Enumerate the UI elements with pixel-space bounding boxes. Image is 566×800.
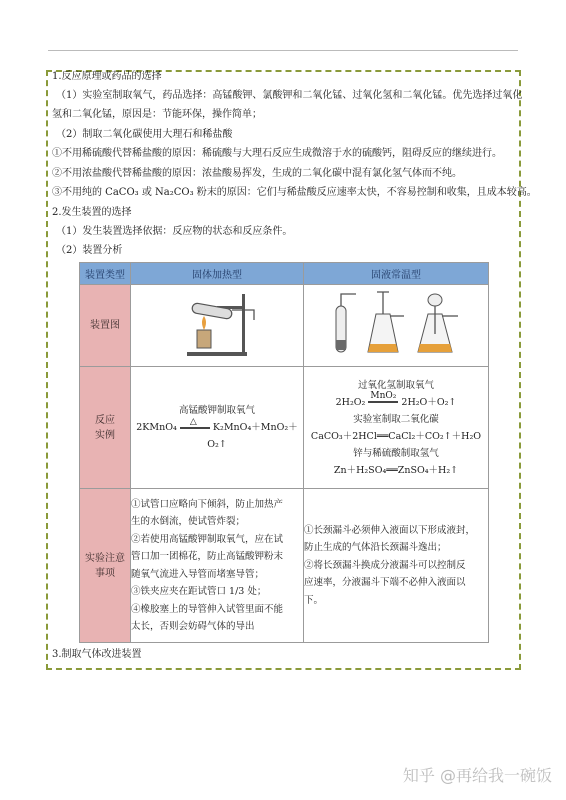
apparatus-table bbox=[79, 262, 489, 643]
row-label-apparatus: 装置图 bbox=[80, 285, 131, 367]
header-type: 装置类型 bbox=[80, 263, 131, 285]
note-line: 生的水倒流，使试管炸裂； bbox=[131, 516, 246, 527]
note-line: 防止生成的气体沿长颈漏斗逸出； bbox=[304, 542, 447, 554]
watermark: 知乎 @再给我一碗饭 bbox=[402, 766, 552, 785]
note-line: ②将长颈漏斗换成分液漏斗可以控制反 bbox=[304, 559, 466, 571]
h2-equation: Zn＋H₂SO₄══ZnSO₄＋H₂↑ bbox=[333, 464, 459, 476]
top-rule bbox=[48, 50, 518, 51]
row-label-notes bbox=[80, 489, 131, 643]
kmno4-eq-right: K₂MnO₄＋MnO₂＋O₂↑ bbox=[207, 422, 298, 450]
header-solid-liquid: 固液常温型 bbox=[304, 263, 489, 285]
note-line: 应速率，分液漏斗下端不必伸入液面以 bbox=[304, 577, 466, 589]
row-label-notes-a: 实验注意 bbox=[85, 552, 125, 564]
section2-p1: （1）发生装置选择依据：反应物的状态和反应条件。 bbox=[56, 226, 293, 237]
kmno4-eq-left: 2KMnO₄ bbox=[136, 422, 177, 433]
solid-heating-apparatus-image bbox=[131, 285, 304, 367]
note-line: ③铁夹应夹在距试管口 1/3 处； bbox=[131, 586, 267, 597]
section3-heading: 3.制取气体改进装置 bbox=[52, 649, 142, 660]
section1-p2: （2）制取二氧化碳使用大理石和稀盐酸 bbox=[56, 129, 233, 140]
section1-heading: 1.反应原理或药品的选择 bbox=[52, 71, 162, 82]
reaction-solid-heating bbox=[131, 367, 304, 489]
section2-p2: （2）装置分析 bbox=[56, 245, 123, 256]
note-line: ④橡胶塞上的导管伸入试管里面不能 bbox=[131, 603, 284, 615]
reason-2: ②不用浓盐酸代替稀盐酸的原因：浓盐酸易挥发，生成的二氧化碳中混有氯化氢气体而不纯。 bbox=[52, 168, 462, 179]
table-row-apparatus bbox=[80, 285, 489, 367]
header-solid-heating: 固体加热型 bbox=[131, 263, 304, 285]
row-label-reaction-a: 反应 bbox=[95, 414, 115, 426]
kmno4-eq-condition: △ bbox=[189, 416, 197, 427]
note-line: ①试管口应略向下倾斜，防止加热产 bbox=[131, 498, 284, 510]
notes-solid-liquid bbox=[304, 489, 489, 643]
reason-3: ③不用纯的 CaCO₃ 或 Na₂CO₃ 粉末的原因：它们与稀盐酸反应速率太快，不容易控制和收集，且成本较高。 bbox=[52, 187, 537, 198]
reaction-solid-liquid bbox=[304, 367, 489, 489]
note-line: 下。 bbox=[304, 594, 324, 606]
h2o2-eq-condition: MnO₂ bbox=[370, 391, 397, 401]
co2-title: 实验室制取二氧化碳 bbox=[353, 413, 439, 425]
kmno4-title: 高锰酸钾制取氧气 bbox=[178, 405, 255, 416]
h2o2-equation bbox=[304, 391, 488, 411]
note-line: ②若使用高锰酸钾制取氧气，应在试 bbox=[131, 533, 284, 545]
section1-p1-line1: （1）实验室制取氧气，药品选择：高锰酸钾、氯酸钾和二氧化锰、过氧化氢和二氧化锰。优先选择过氧化 bbox=[56, 90, 523, 101]
reason-1: ①不用稀硫酸代替稀盐酸的原因：稀硫酸与大理石反应生成微溶于水的硫酸钙，阻碍反应的继续进行。 bbox=[52, 148, 502, 159]
notes-solid-heating bbox=[131, 489, 304, 643]
section1-p1-line2: 氢和二氧化锰，原因是：节能环保，操作简单； bbox=[52, 109, 262, 120]
row-label-reaction-b: 实例 bbox=[95, 429, 115, 441]
table-row-reaction bbox=[80, 367, 489, 489]
note-line: 太长，否则会妨碍气体的导出 bbox=[131, 621, 255, 632]
note-line: ①长颈漏斗必须伸入液面以下形成液封， bbox=[304, 524, 476, 536]
row-label-reaction bbox=[80, 367, 131, 489]
co2-equation: CaCO₃＋2HCl══CaCl₂＋CO₂↑＋H₂O bbox=[310, 430, 482, 442]
table-row-notes bbox=[80, 489, 489, 643]
solid-liquid-apparatus-image bbox=[304, 285, 489, 367]
table-header-row bbox=[80, 263, 489, 285]
h2o2-title: 过氧化氢制取氧气 bbox=[357, 379, 434, 391]
note-line: 随氧气流进入导管而堵塞导管； bbox=[131, 568, 265, 580]
h2-title: 锌与稀硫酸制取氢气 bbox=[353, 447, 439, 459]
h2o2-eq-right: 2H₂O＋O₂↑ bbox=[401, 396, 457, 408]
section2-heading: 2.发生装置的选择 bbox=[52, 207, 132, 218]
row-label-notes-b: 事项 bbox=[95, 567, 115, 579]
h2o2-eq-left: 2H₂O₂ bbox=[335, 396, 366, 408]
kmno4-equation bbox=[131, 416, 303, 453]
note-line: 管口加一团棉花，防止高锰酸钾粉末 bbox=[131, 551, 284, 562]
